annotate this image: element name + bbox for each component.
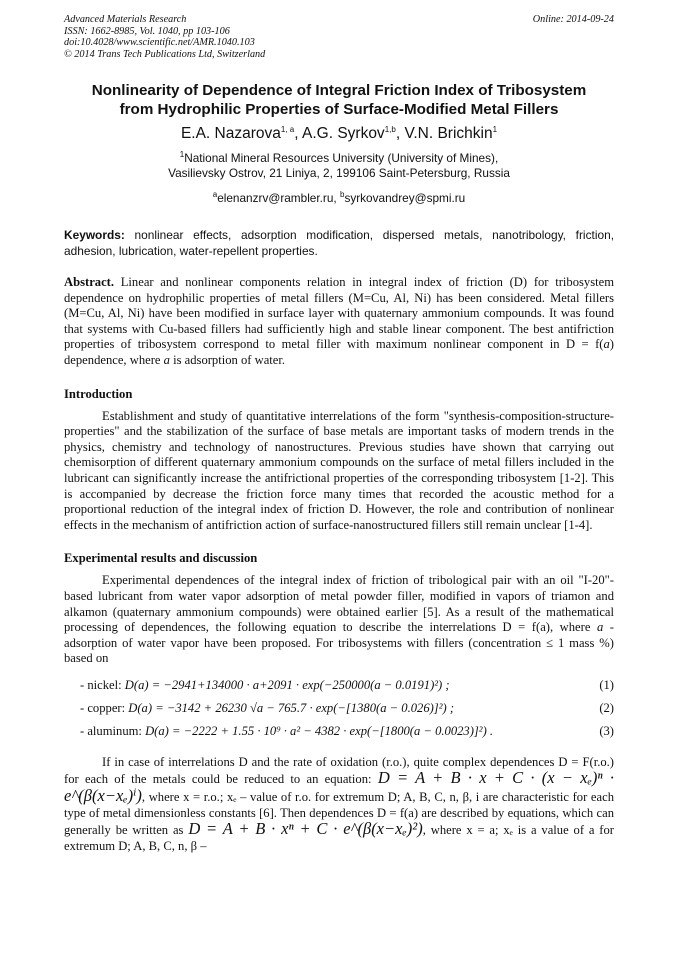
equation-number: (1) (599, 677, 614, 692)
results-text: , where x = a; xₑ is a value of a for extremum D; A, B, C, n, β – (64, 823, 614, 853)
equation-body: D(a) = −2222 + 1.55 · 10⁹ · a² − 4382 · exp(−[1800(a − 0.0023)]²) . (145, 723, 494, 738)
paper-title (64, 81, 614, 119)
equation-1 (80, 678, 614, 693)
affil-line-1: National Mineral Resources University (University of Mines), (184, 151, 499, 165)
abstract (64, 275, 614, 369)
keywords-label: Keywords: (64, 228, 125, 242)
equation-body: D(a) = −2941+134000 · a+2091 · exp(−250000(a − 0.0191)²) ; (124, 677, 450, 692)
results-paragraph (64, 573, 614, 667)
equation-3 (80, 724, 614, 739)
author-name: E.A. Nazarova (180, 125, 281, 142)
author-list: E.A. Nazarova$^{1, a}$, A.G. Syrkov$^{1,b}$, V.N. Brichkin$^1$ (180, 124, 498, 142)
email-link[interactable]: elenanzrv@rambler.ru (217, 191, 334, 205)
keywords (64, 227, 614, 259)
doi-line: doi:10.4028/www.scientific.net/AMR.1040.103 (64, 37, 255, 49)
journal-name: Advanced Materials Research (64, 14, 187, 25)
inline-equation: D = A + B · xⁿ + C · e^(β(x−xₑ)²) (188, 819, 423, 839)
section-heading-introduction: Introduction (64, 386, 133, 401)
author-emails: $^a$elenanzrv@rambler.ru, $^b$syrkovandrey@spmi.ru (212, 190, 466, 205)
title-line-2: from Hydrophilic Properties of Surface-Modified Metal Fillers (119, 101, 559, 118)
author-sup: 1, a (280, 124, 295, 134)
online-date: Online: 2014-09-24 (532, 14, 614, 25)
equation-label: - nickel: (80, 677, 122, 692)
section-heading-results: Experimental results and discussion (64, 551, 258, 566)
copyright-line: © 2014 Trans Tech Publications Ltd, Switzerland (64, 48, 266, 60)
results-text: , where x = r.o.; xₑ – value of r.o. for extremum D; A, B, C, n, β, i are characteristic for each type of metal dimensionless constants [6]. Then dependences D = f(a) are described by equations, which can generally be written as (64, 790, 614, 838)
email-link[interactable]: syrkovandrey@spmi.ru (344, 191, 466, 205)
keywords-text: nonlinear effects, adsorption modification, dispersed metals, nanotribology, friction, adhesion, lubrication, water-repellent properties. (64, 228, 614, 258)
abstract-text: Linear and nonlinear components relation in integral index of friction (D) for tribosystem dependence on hydrophilic properties of metal fillers (M=Cu, Al, Ni) has been considered. Metal fillers (M=Cu, Al, Ni) have been modified in surface layer with quaternary ammonium compounds. It was found that systems with Cu-based fillers had sufficiently high and stable linear component. The best antifriction properties of tribosystem correspond to metal filler with maximum nonlinear component in D = f( (64, 275, 614, 352)
results-text: Experimental dependences of the integral index of friction of tribological pair with an oil "I-20"-based lubricant from water vapor adsorption of metal powder filler, modified in vapors of triamon and alkamon (quaternary ammonium compounds) were obtained earlier [5]. As a result of the mathematical processing of dependences, the following equation to describe the interrelations D = f(a), where (64, 573, 614, 635)
issn-line: ISSN: 1662-8985, Vol. 1040, pp 103-106 (64, 25, 230, 37)
author-sup: 1,b (384, 124, 396, 134)
results-text: If in case of interrelations D and the rate of oxidation (r.o.), quite complex dependences D = F(r.o.) for each of the metals could be reduced to an equation: (64, 754, 614, 787)
equation-number: (3) (599, 723, 614, 738)
equation-body: D(a) = −3142 + 26230 √a − 765.7 · exp(−[1380(a − 0.026)]²) ; (128, 700, 455, 715)
equation-label: - aluminum: (80, 723, 142, 738)
equation-2 (80, 701, 614, 716)
affil-sup: 1 (179, 150, 185, 160)
results-var: a (596, 620, 604, 635)
inline-equation: D = A + B · x + C · (x − xₑ)ⁿ · e^(β(x−xₑ)ⁱ) (64, 768, 614, 806)
abstract-var: a (603, 337, 610, 352)
paper-page (64, 14, 614, 854)
author-sup: 1 (492, 124, 498, 134)
email-sup: b (339, 190, 345, 200)
abstract-text: is adsorption of water. (169, 352, 286, 367)
author-name: A.G. Syrkov (302, 125, 385, 142)
abstract-text: ) dependence, where (64, 337, 614, 367)
abstract-var: a (163, 352, 170, 367)
abstract-label: Abstract. (64, 275, 115, 289)
introduction-paragraph: Establishment and study of quantitative interrelations of the form "synthesis-composition-structure-properties" and the stabilization of the surface of base metals are important tasks of modern trends in the physics, chemistry and technology of nanostructures. Previous studies have shown that carrying out chemisorption of different quaternary ammonium compounds on the surface of metal fillers included in the lubricant can significantly increase the antifrictional properties of the corresponding tribosystem [1-2]. This is accompanied by decrease the friction force many times that recorded the acoustic method for a proportional reduction of the integral index of friction D. However, the role and contribution of nonlinear effects in the mechanism of antifriction action of surface-nanostructured fillers still remain unclear [1-4]. (64, 408, 614, 532)
equation-number: (2) (599, 700, 614, 715)
author-name: V.N. Brichkin (404, 125, 493, 142)
affil-line-2: Vasilievsky Ostrov, 21 Liniya, 2, 199106 Saint-Petersburg, Russia (168, 166, 510, 180)
results-paragraph-2 (64, 755, 614, 855)
journal-header (64, 14, 614, 64)
results-text: - adsorption of water vapor have been proposed. For tribosystems with fillers (concentration ≤ 1 mass %) based on (64, 620, 614, 666)
affiliation (64, 151, 614, 181)
title-line-1: Nonlinearity of Dependence of Integral Friction Index of Tribosystem (91, 82, 587, 99)
equation-label: - copper: (80, 700, 126, 715)
email-sup: a (212, 190, 218, 200)
